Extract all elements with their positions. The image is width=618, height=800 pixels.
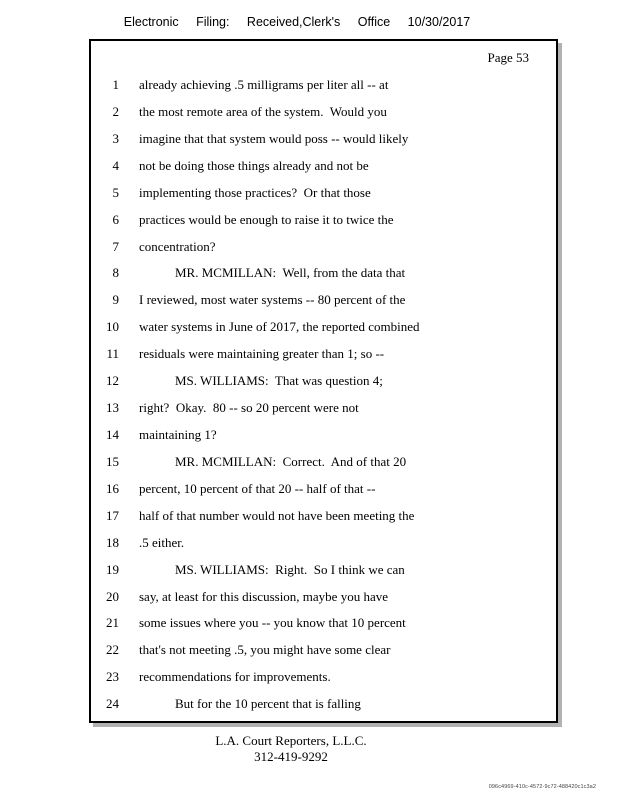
transcript-line <box>91 158 556 185</box>
reporter-footer <box>0 733 618 765</box>
transcript-line <box>91 346 556 373</box>
transcript-line <box>91 669 556 696</box>
line-text: water systems in June of 2017, the reported combined <box>139 319 420 335</box>
line-number: 18 <box>106 534 119 550</box>
line-number: 14 <box>106 426 119 442</box>
line-number: 16 <box>106 480 119 496</box>
line-number: 5 <box>112 184 119 200</box>
line-text: half of that number would not have been meeting the <box>139 507 415 523</box>
line-text: concentration? <box>139 238 216 254</box>
line-text: MR. MCMILLAN: Well, from the data that <box>175 265 406 281</box>
line-number: 21 <box>106 615 119 631</box>
line-number: 19 <box>106 561 119 577</box>
transcript-lines <box>91 77 556 723</box>
line-number: 1 <box>112 77 119 92</box>
line-number: 11 <box>106 346 119 362</box>
line-text: But for the 10 percent that is falling <box>175 696 361 712</box>
transcript-line <box>91 696 556 723</box>
line-number: 3 <box>112 130 119 146</box>
line-number: 2 <box>112 103 119 119</box>
line-text: .5 either. <box>139 534 185 550</box>
line-text: practices would be enough to raise it to twice the <box>139 211 394 227</box>
line-text: MS. WILLIAMS: That was question 4; <box>175 373 383 389</box>
line-text: some issues where you -- you know that 10 percent <box>139 615 406 631</box>
line-number: 12 <box>106 373 119 389</box>
line-text: right? Okay. 80 -- so 20 percent were not <box>139 400 359 416</box>
line-number: 24 <box>106 696 119 712</box>
transcript-line <box>91 615 556 642</box>
transcript-line <box>91 562 556 589</box>
line-number: 15 <box>106 453 119 469</box>
transcript-line <box>91 292 556 319</box>
transcript-line <box>91 185 556 212</box>
transcript-line <box>91 481 556 508</box>
line-number: 17 <box>106 507 119 523</box>
reporter-phone: 312-419-9292 <box>254 749 328 764</box>
line-number: 8 <box>112 265 119 281</box>
transcript-line <box>91 589 556 616</box>
transcript-line <box>91 427 556 454</box>
line-text: MR. MCMILLAN: Correct. And of that 20 <box>175 453 407 469</box>
line-text: implementing those practices? Or that those <box>139 184 371 200</box>
document-id: 096c4969-410c-4572-9c72-488420c1c3a2 <box>488 784 596 790</box>
transcript-line <box>91 265 556 292</box>
transcript-line <box>91 400 556 427</box>
transcript-line <box>91 77 556 104</box>
line-text: not be doing those things already and not be <box>139 157 369 173</box>
transcript-line <box>91 535 556 562</box>
line-text: recommendations for improvements. <box>139 669 331 685</box>
line-text: maintaining 1? <box>139 426 217 442</box>
transcript-line <box>91 212 556 239</box>
line-number: 20 <box>106 588 119 604</box>
line-number: 9 <box>112 292 119 308</box>
line-text: residuals were maintaining greater than 1; so -- <box>139 346 385 362</box>
line-number: 6 <box>112 211 119 227</box>
line-text: the most remote area of the system. Would you <box>139 103 387 119</box>
transcript-line <box>91 131 556 158</box>
line-text: I reviewed, most water systems -- 80 percent of the <box>139 292 406 308</box>
transcript-page-box <box>89 39 558 723</box>
line-number: 10 <box>106 319 119 335</box>
transcript-line <box>91 104 556 131</box>
transcript-line <box>91 508 556 535</box>
reporter-company: L.A. Court Reporters, L.L.C. <box>215 733 367 748</box>
line-number: 13 <box>106 400 119 416</box>
line-text: percent, 10 percent of that 20 -- half of that -- <box>139 480 376 496</box>
line-number: 7 <box>112 238 119 254</box>
line-text: already achieving .5 milligrams per liter all -- at <box>139 77 389 92</box>
transcript-line <box>91 373 556 400</box>
line-text: MS. WILLIAMS: Right. So I think we can <box>175 561 405 577</box>
line-text: say, at least for this discussion, maybe you have <box>139 588 388 604</box>
line-text: that's not meeting .5, you might have some clear <box>139 642 391 658</box>
transcript-line <box>91 454 556 481</box>
transcript-line <box>91 239 556 266</box>
page-number-label: Page 53 <box>487 50 529 65</box>
transcript-line <box>91 319 556 346</box>
line-number: 4 <box>112 157 119 173</box>
line-number: 22 <box>106 642 119 658</box>
line-text: imagine that that system would poss -- would likely <box>139 130 409 146</box>
transcript-line <box>91 642 556 669</box>
line-number: 23 <box>106 669 119 685</box>
filing-notice: Electronic Filing: Received,Clerk's Office 10/30/2017 <box>123 15 471 29</box>
